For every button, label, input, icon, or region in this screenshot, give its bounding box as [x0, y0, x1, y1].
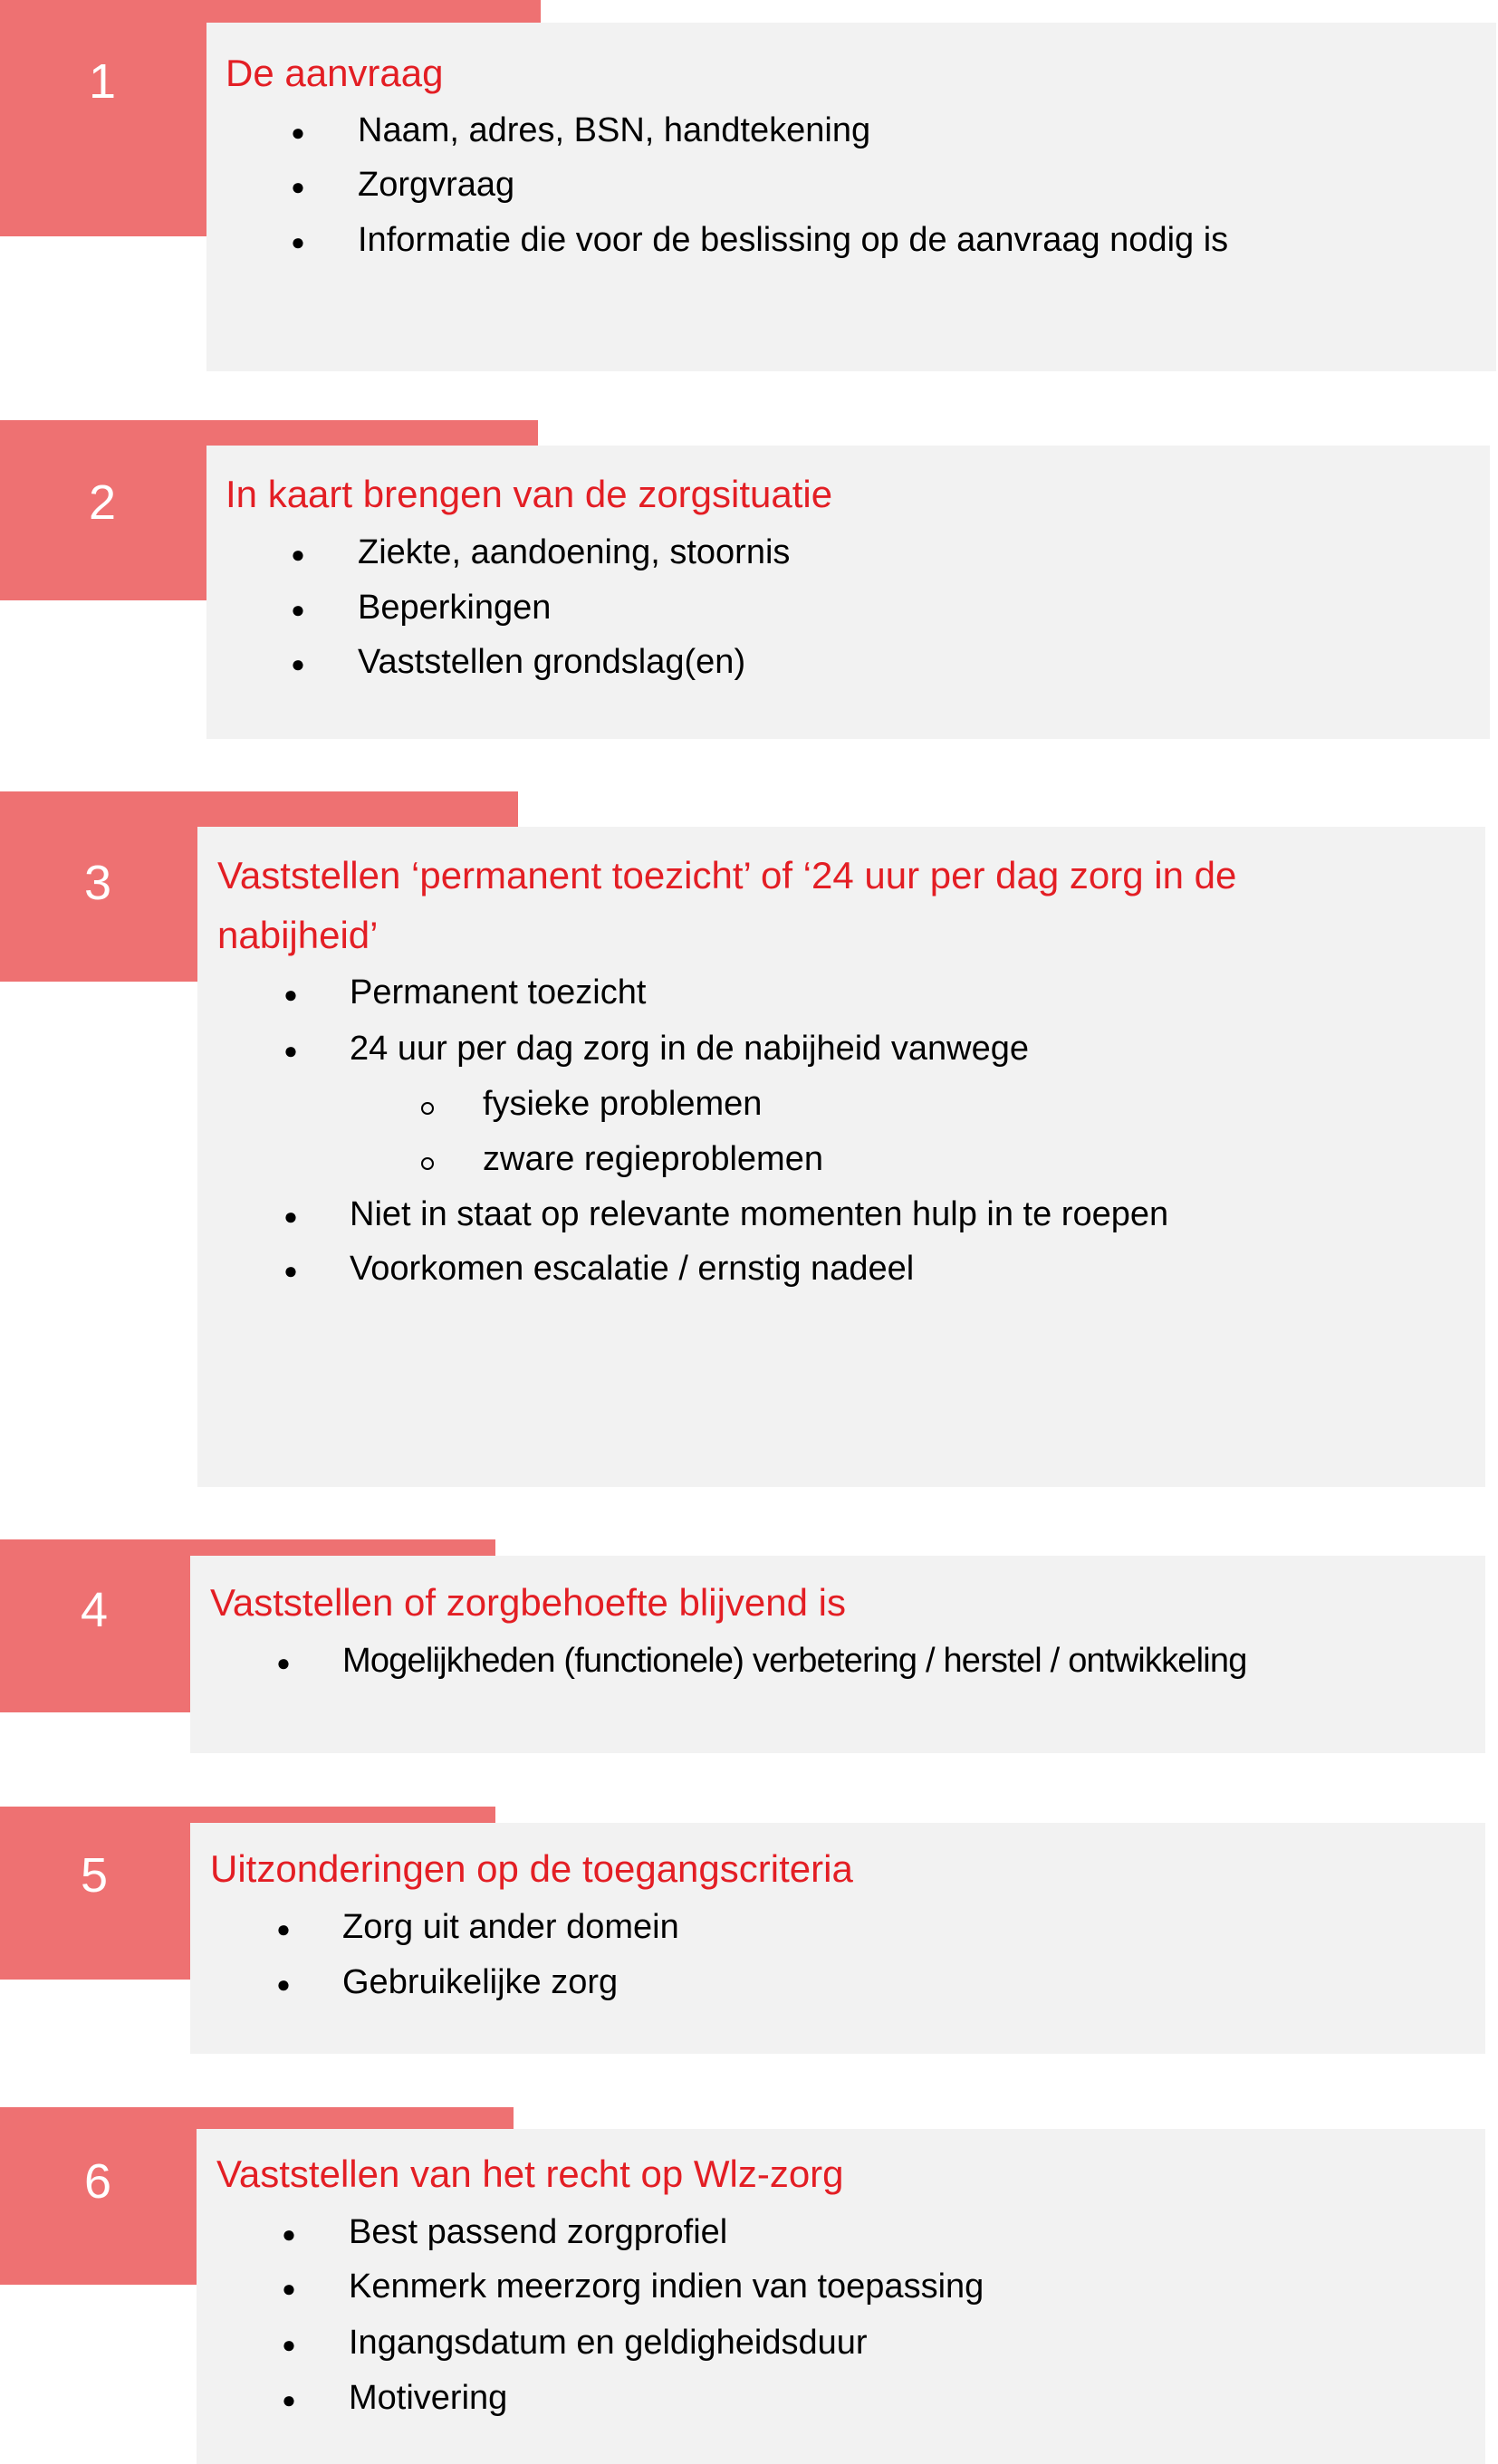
- step-4-number: 4: [80, 1583, 109, 1637]
- step-2-item-2: Beperkingen: [358, 589, 552, 627]
- step-2-top-bar: [0, 420, 538, 446]
- step-2-title: In kaart brengen van de zorgsituatie: [226, 473, 833, 515]
- step-5-title: Uitzonderingen op de toegangscriteria: [210, 1847, 853, 1890]
- step-4-title: Vaststellen of zorgbehoefte blijvend is: [210, 1581, 846, 1624]
- step-5-item-2: Gebruikelijke zorg: [342, 1963, 619, 2001]
- step-3-number: 3: [83, 856, 112, 910]
- step-5-number: 5: [80, 1848, 109, 1903]
- step-6-item-2: Kenmerk meerzorg indien van toepassing: [349, 2267, 984, 2306]
- step-3-subitem-2: zware regieproblemen: [483, 1140, 823, 1178]
- step-6-title: Vaststellen van het recht op Wlz-zorg: [216, 2152, 844, 2195]
- bullet-dot-icon: ●: [291, 119, 305, 146]
- step-1-title: De aanvraag: [226, 52, 444, 94]
- step-6-number: 6: [83, 2154, 112, 2209]
- step-6-item-4: Motivering: [349, 2379, 508, 2417]
- step-6-item-1: Best passend zorgprofiel: [349, 2213, 728, 2251]
- bullet-dot-icon: ●: [276, 1649, 291, 1676]
- bullet-dot-icon: ●: [283, 981, 298, 1008]
- bullet-dot-icon: ●: [291, 228, 305, 255]
- step-5-item-1: Zorg uit ander domein: [342, 1908, 679, 1946]
- step-3-title-line-2: nabijheid’: [217, 914, 379, 956]
- bullet-dot-icon: ●: [283, 1203, 298, 1230]
- step-2-item-3: Vaststellen grondslag(en): [358, 643, 746, 681]
- bullet-dot-icon: ●: [291, 596, 305, 623]
- step-3-item-1: Permanent toezicht: [350, 973, 647, 1011]
- step-5-top-bar: [0, 1807, 495, 1823]
- bullet-dot-icon: ●: [282, 2386, 296, 2413]
- step-1-item-3: Informatie die voor de beslissing op de aanvraag nodig is: [358, 221, 1229, 259]
- step-2-number: 2: [88, 475, 117, 530]
- step-1-item-1: Naam, adres, BSN, handtekening: [358, 111, 871, 149]
- bullet-dot-icon: ●: [291, 173, 305, 200]
- step-1-item-2: Zorgvraag: [358, 166, 515, 204]
- step-3-content-box: [197, 827, 1485, 1487]
- bullet-dot-icon: ●: [282, 2220, 296, 2248]
- step-1-top-bar: [0, 0, 541, 23]
- step-3-item-3: Niet in staat op relevante momenten hulp in te roepen: [350, 1195, 1169, 1233]
- bullet-dot-icon: ●: [283, 1257, 298, 1284]
- step-3-item-2: 24 uur per dag zorg in de nabijheid vanwege: [350, 1030, 1029, 1068]
- bullet-dot-icon: ●: [291, 650, 305, 677]
- step-2-item-1: Ziekte, aandoening, stoornis: [358, 533, 791, 571]
- step-3-top-bar: [0, 791, 518, 827]
- bullet-circle-icon: [421, 1102, 434, 1115]
- step-3-item-4: Voorkomen escalatie / ernstig nadeel: [350, 1250, 915, 1288]
- step-4-item-1: Mogelijkheden (functionele) verbetering / herstel / ontwikkeling: [342, 1642, 1247, 1680]
- step-1-number: 1: [88, 54, 117, 109]
- bullet-dot-icon: ●: [276, 1915, 291, 1942]
- bullet-dot-icon: ●: [282, 2275, 296, 2302]
- bullet-dot-icon: ●: [276, 1970, 291, 1998]
- step-6-top-bar: [0, 2107, 514, 2129]
- bullet-dot-icon: ●: [291, 541, 305, 568]
- step-6-item-3: Ingangsdatum en geldigheidsduur: [349, 2324, 868, 2362]
- step-3-subitem-1: fysieke problemen: [483, 1085, 763, 1123]
- step-4-top-bar: [0, 1539, 495, 1556]
- bullet-dot-icon: ●: [283, 1037, 298, 1064]
- bullet-dot-icon: ●: [282, 2331, 296, 2358]
- bullet-circle-icon: [421, 1157, 434, 1170]
- step-3-title-line-1: Vaststellen ‘permanent toezicht’ of ‘24 uur per dag zorg in de: [217, 854, 1237, 896]
